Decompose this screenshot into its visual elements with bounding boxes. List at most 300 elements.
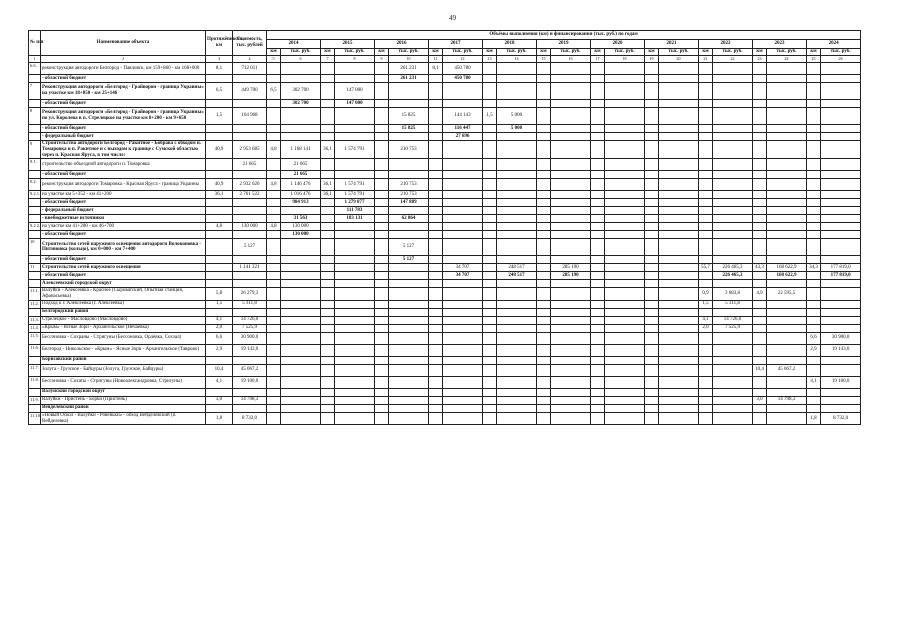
year-cost — [335, 256, 375, 264]
year-km — [267, 316, 281, 324]
total-cost: 30 900,0 — [233, 332, 267, 344]
year-cost — [335, 308, 375, 316]
year-km — [375, 75, 389, 83]
year-cost — [605, 133, 645, 141]
year-km — [753, 100, 767, 108]
year-cost: 130 000 — [281, 231, 321, 239]
year-cost — [605, 63, 645, 75]
year-cost — [659, 133, 699, 141]
length-km — [206, 272, 233, 280]
year-km — [591, 300, 605, 308]
object-name: - областной бюджет — [41, 231, 206, 239]
year-cost — [335, 133, 375, 141]
year-km — [483, 288, 497, 301]
year-km — [645, 300, 659, 308]
year-cost — [605, 364, 645, 376]
year-km — [537, 141, 551, 159]
year-km — [699, 376, 713, 388]
year-km — [483, 125, 497, 133]
year-km — [699, 231, 713, 239]
column-number: 6 — [281, 56, 321, 63]
year-km — [483, 223, 497, 231]
year-km — [483, 141, 497, 159]
year-cost — [551, 199, 591, 207]
header-unit-km: км — [753, 49, 767, 56]
header-unit-km: км — [375, 49, 389, 56]
year-km — [753, 207, 767, 215]
year-km — [321, 300, 335, 308]
year-km — [537, 179, 551, 191]
table-row — [29, 332, 861, 344]
total-cost: 21 665 — [233, 159, 267, 171]
row-number — [29, 256, 41, 264]
year-km — [645, 125, 659, 133]
year-km — [591, 364, 605, 376]
year-cost — [713, 404, 753, 412]
year-km — [645, 133, 659, 141]
year-km — [321, 396, 335, 404]
year-km — [591, 171, 605, 179]
header-unit-km: км — [645, 49, 659, 56]
total-cost — [233, 125, 267, 133]
year-cost — [497, 308, 537, 316]
year-cost — [497, 199, 537, 207]
year-cost — [767, 191, 807, 199]
year-cost — [443, 171, 483, 179]
year-cost — [605, 125, 645, 133]
object-name: - областной бюджет — [41, 199, 206, 207]
year-km — [429, 332, 443, 344]
year-km — [591, 63, 605, 75]
length-km — [206, 356, 233, 364]
year-cost — [497, 207, 537, 215]
year-km — [645, 83, 659, 100]
year-km — [537, 404, 551, 412]
total-cost — [233, 231, 267, 239]
year-cost — [767, 133, 807, 141]
year-km — [375, 125, 389, 133]
year-km — [591, 133, 605, 141]
year-cost: 22 595,5 — [767, 288, 807, 301]
year-cost — [281, 256, 321, 264]
row-number — [29, 231, 41, 239]
year-km — [537, 63, 551, 75]
year-km — [375, 179, 389, 191]
year-km — [267, 100, 281, 108]
year-km — [375, 388, 389, 396]
year-km — [267, 207, 281, 215]
year-cost — [713, 280, 753, 288]
year-cost — [443, 396, 483, 404]
year-km — [591, 231, 605, 239]
year-cost — [551, 332, 591, 344]
year-km — [267, 388, 281, 396]
header-unit-km: км — [321, 49, 335, 56]
year-km — [699, 63, 713, 75]
length-km: 40,9 — [206, 179, 233, 191]
year-cost — [821, 207, 861, 215]
year-km — [321, 404, 335, 412]
year-km — [807, 179, 821, 191]
year-cost — [605, 376, 645, 388]
year-km: 36,1 — [321, 179, 335, 191]
section-row — [29, 356, 861, 364]
year-km — [699, 75, 713, 83]
length-km: 40,9 — [206, 141, 233, 159]
section-row — [29, 280, 861, 288]
year-cost: 7 525,9 — [713, 324, 753, 332]
year-cost — [497, 280, 537, 288]
total-cost: 26 279,3 — [233, 288, 267, 301]
column-numbers-row — [29, 56, 861, 63]
year-km — [591, 108, 605, 125]
length-km: 5,8 — [206, 288, 233, 301]
year-cost — [389, 396, 429, 404]
year-cost: 450 780 — [443, 75, 483, 83]
length-km — [206, 207, 233, 215]
year-cost — [551, 159, 591, 171]
year-cost — [389, 364, 429, 376]
year-km — [537, 215, 551, 223]
object-name: Белгород - Никольское - «Крым» - Ясные Зори - Архангельское (Таврово) — [41, 344, 206, 356]
year-km — [267, 356, 281, 364]
year-cost — [551, 191, 591, 199]
year-km — [807, 133, 821, 141]
year-km — [321, 356, 335, 364]
year-cost — [659, 412, 699, 425]
year-km — [807, 364, 821, 376]
year-cost — [551, 376, 591, 388]
year-cost — [443, 280, 483, 288]
year-cost — [497, 316, 537, 324]
year-km — [807, 75, 821, 83]
year-km — [645, 179, 659, 191]
column-number: 26 — [821, 56, 861, 63]
year-km — [699, 191, 713, 199]
year-km — [699, 215, 713, 223]
year-km — [537, 272, 551, 280]
year-cost — [551, 300, 591, 308]
year-cost — [767, 332, 807, 344]
object-name: реконструкция автодороги Белгород - Павловск, км 159+860 - км 168+000 — [41, 63, 206, 75]
year-km — [807, 207, 821, 215]
year-cost — [335, 356, 375, 364]
year-km — [645, 396, 659, 404]
year-km — [591, 75, 605, 83]
column-number: 10 — [389, 56, 429, 63]
year-cost — [821, 288, 861, 301]
year-cost — [497, 100, 537, 108]
year-km — [267, 300, 281, 308]
year-km — [321, 100, 335, 108]
year-cost — [605, 256, 645, 264]
total-cost — [233, 75, 267, 83]
length-km: 3,0 — [206, 396, 233, 404]
year-km — [645, 324, 659, 332]
year-km — [267, 364, 281, 376]
year-km — [375, 376, 389, 388]
year-cost — [821, 215, 861, 223]
year-cost — [767, 215, 807, 223]
year-cost — [713, 215, 753, 223]
object-name: - областной бюджет — [41, 272, 206, 280]
column-number: 16 — [551, 56, 591, 63]
object-name: Строительство сетей наружного освещения автодороги Волоконовка - Питиновка (кольцо), км 0+000 - км 7+400 — [41, 239, 206, 256]
year-km — [645, 215, 659, 223]
year-km — [645, 191, 659, 199]
year-cost — [335, 300, 375, 308]
year-cost — [335, 125, 375, 133]
year-km — [591, 356, 605, 364]
year-cost — [767, 404, 807, 412]
year-cost — [389, 344, 429, 356]
year-km — [753, 332, 767, 344]
year-km — [699, 125, 713, 133]
year-km — [375, 207, 389, 215]
row-number: 11.8. — [29, 376, 41, 388]
year-cost — [443, 256, 483, 264]
year-cost — [821, 239, 861, 256]
year-cost — [659, 100, 699, 108]
year-km — [807, 215, 821, 223]
year-cost — [497, 63, 537, 75]
header-unit-rub: тыс. руб. — [497, 49, 537, 56]
table-row — [29, 141, 861, 159]
year-cost — [281, 207, 321, 215]
year-km — [699, 141, 713, 159]
table-row — [29, 264, 861, 272]
year-cost — [497, 396, 537, 404]
year-cost — [551, 75, 591, 83]
year-km — [537, 316, 551, 324]
year-cost — [443, 376, 483, 388]
year-km: 4,1 — [699, 316, 713, 324]
year-km — [807, 171, 821, 179]
year-km — [699, 412, 713, 425]
year-cost: 1 574 791 — [335, 191, 375, 199]
total-cost — [233, 256, 267, 264]
year-cost — [605, 179, 645, 191]
year-cost — [497, 223, 537, 231]
year-cost — [497, 376, 537, 388]
year-cost — [551, 125, 591, 133]
row-number: 11.7. — [29, 364, 41, 376]
year-cost: 19 100,0 — [821, 376, 861, 388]
year-km — [429, 199, 443, 207]
year-cost — [497, 344, 537, 356]
year-km — [699, 133, 713, 141]
year-cost — [335, 316, 375, 324]
year-km — [483, 344, 497, 356]
header-year: 2018 — [483, 40, 537, 49]
year-cost — [605, 316, 645, 324]
length-km: 8,1 — [206, 63, 233, 75]
year-km: 4,8 — [267, 179, 281, 191]
length-km — [206, 171, 233, 179]
row-number — [29, 272, 41, 280]
year-cost — [389, 272, 429, 280]
year-cost — [767, 199, 807, 207]
year-cost — [281, 108, 321, 125]
row-number: 10 — [29, 239, 41, 256]
total-cost: 19 100,0 — [233, 376, 267, 388]
column-number: 2 — [41, 56, 206, 63]
year-km — [807, 239, 821, 256]
year-km: 2,9 — [807, 344, 821, 356]
year-cost — [605, 199, 645, 207]
year-cost — [767, 231, 807, 239]
year-cost — [605, 191, 645, 199]
year-km — [321, 215, 335, 223]
year-km — [429, 100, 443, 108]
year-km — [537, 159, 551, 171]
year-km — [699, 388, 713, 396]
header-unit-rub: тыс. руб. — [821, 49, 861, 56]
year-cost: 147 000 — [335, 100, 375, 108]
table-row — [29, 191, 861, 199]
year-cost — [605, 108, 645, 125]
year-km — [807, 288, 821, 301]
year-cost: 15 825 — [389, 108, 429, 125]
year-km — [375, 141, 389, 159]
year-cost — [767, 356, 807, 364]
year-km — [753, 300, 767, 308]
year-cost — [713, 63, 753, 75]
column-number: 23 — [753, 56, 767, 63]
total-cost — [233, 404, 267, 412]
year-cost — [335, 75, 375, 83]
year-cost — [281, 239, 321, 256]
year-km — [645, 75, 659, 83]
year-cost: 19 143,0 — [821, 344, 861, 356]
year-km — [591, 191, 605, 199]
header-unit-rub: тыс. руб. — [443, 49, 483, 56]
year-km — [483, 280, 497, 288]
total-cost — [233, 272, 267, 280]
year-km — [591, 207, 605, 215]
table-row — [29, 412, 861, 425]
year-km — [375, 231, 389, 239]
year-km — [699, 308, 713, 316]
year-cost — [443, 199, 483, 207]
year-cost — [605, 141, 645, 159]
year-cost — [497, 364, 537, 376]
year-km — [429, 191, 443, 199]
row-number — [29, 133, 41, 141]
row-number: 8 — [29, 108, 41, 125]
year-cost — [335, 159, 375, 171]
year-cost: 14 726,0 — [713, 316, 753, 324]
year-km — [807, 108, 821, 125]
year-km — [375, 256, 389, 264]
year-cost — [443, 404, 483, 412]
year-cost: 5 311,8 — [713, 300, 753, 308]
year-km — [537, 332, 551, 344]
year-km — [753, 125, 767, 133]
header-unit-km: км — [699, 49, 713, 56]
year-cost — [335, 63, 375, 75]
year-cost — [713, 141, 753, 159]
year-km — [267, 63, 281, 75]
table-row — [29, 63, 861, 75]
year-cost — [659, 159, 699, 171]
year-km — [645, 356, 659, 364]
year-km — [375, 133, 389, 141]
table-row — [29, 231, 861, 239]
table-row — [29, 344, 861, 356]
year-km — [699, 179, 713, 191]
table-row — [29, 396, 861, 404]
year-cost — [605, 356, 645, 364]
year-cost — [551, 83, 591, 100]
year-cost — [659, 316, 699, 324]
year-cost — [443, 141, 483, 159]
year-cost — [335, 388, 375, 396]
year-cost — [551, 344, 591, 356]
year-cost: 285 190 — [551, 272, 591, 280]
year-km — [429, 388, 443, 396]
year-km — [483, 199, 497, 207]
year-km — [645, 231, 659, 239]
year-km: 55,7 — [699, 264, 713, 272]
year-cost — [713, 376, 753, 388]
total-cost: 8 732,0 — [233, 412, 267, 425]
page-number: 49 — [449, 14, 456, 22]
year-km — [537, 412, 551, 425]
year-cost — [443, 412, 483, 425]
year-cost — [821, 300, 861, 308]
year-km — [807, 63, 821, 75]
year-km — [267, 75, 281, 83]
year-km — [267, 159, 281, 171]
year-km — [699, 159, 713, 171]
year-cost — [659, 404, 699, 412]
table-header — [29, 31, 861, 63]
year-km — [807, 280, 821, 288]
row-number — [29, 280, 41, 288]
year-cost — [659, 171, 699, 179]
header-unit-rub: тыс. руб. — [767, 49, 807, 56]
length-km: 1,5 — [206, 300, 233, 308]
table-row — [29, 324, 861, 332]
year-km — [267, 404, 281, 412]
year-cost — [389, 159, 429, 171]
year-km — [537, 344, 551, 356]
year-km — [483, 179, 497, 191]
year-km — [375, 223, 389, 231]
year-cost — [605, 223, 645, 231]
year-km — [375, 396, 389, 404]
total-cost: 5 311,8 — [233, 300, 267, 308]
year-km — [645, 264, 659, 272]
object-name: - областной бюджет — [41, 125, 206, 133]
year-cost — [713, 223, 753, 231]
year-km — [267, 272, 281, 280]
table-row — [29, 288, 861, 301]
year-cost — [281, 332, 321, 344]
year-cost — [605, 412, 645, 425]
year-cost — [659, 344, 699, 356]
year-km — [591, 332, 605, 344]
year-cost — [335, 288, 375, 301]
year-km — [429, 280, 443, 288]
year-km — [753, 159, 767, 171]
year-km — [483, 376, 497, 388]
year-km — [483, 231, 497, 239]
year-cost — [659, 141, 699, 159]
object-name: Строительство автодороги Белгород - Ракитное - Бобрава с обходом и. Томаровка и п. Ракитное и с выходом к границе с Сумской областью через п. Красная Яруга, в том числе: — [41, 141, 206, 159]
year-km: 0,9 — [699, 288, 713, 301]
